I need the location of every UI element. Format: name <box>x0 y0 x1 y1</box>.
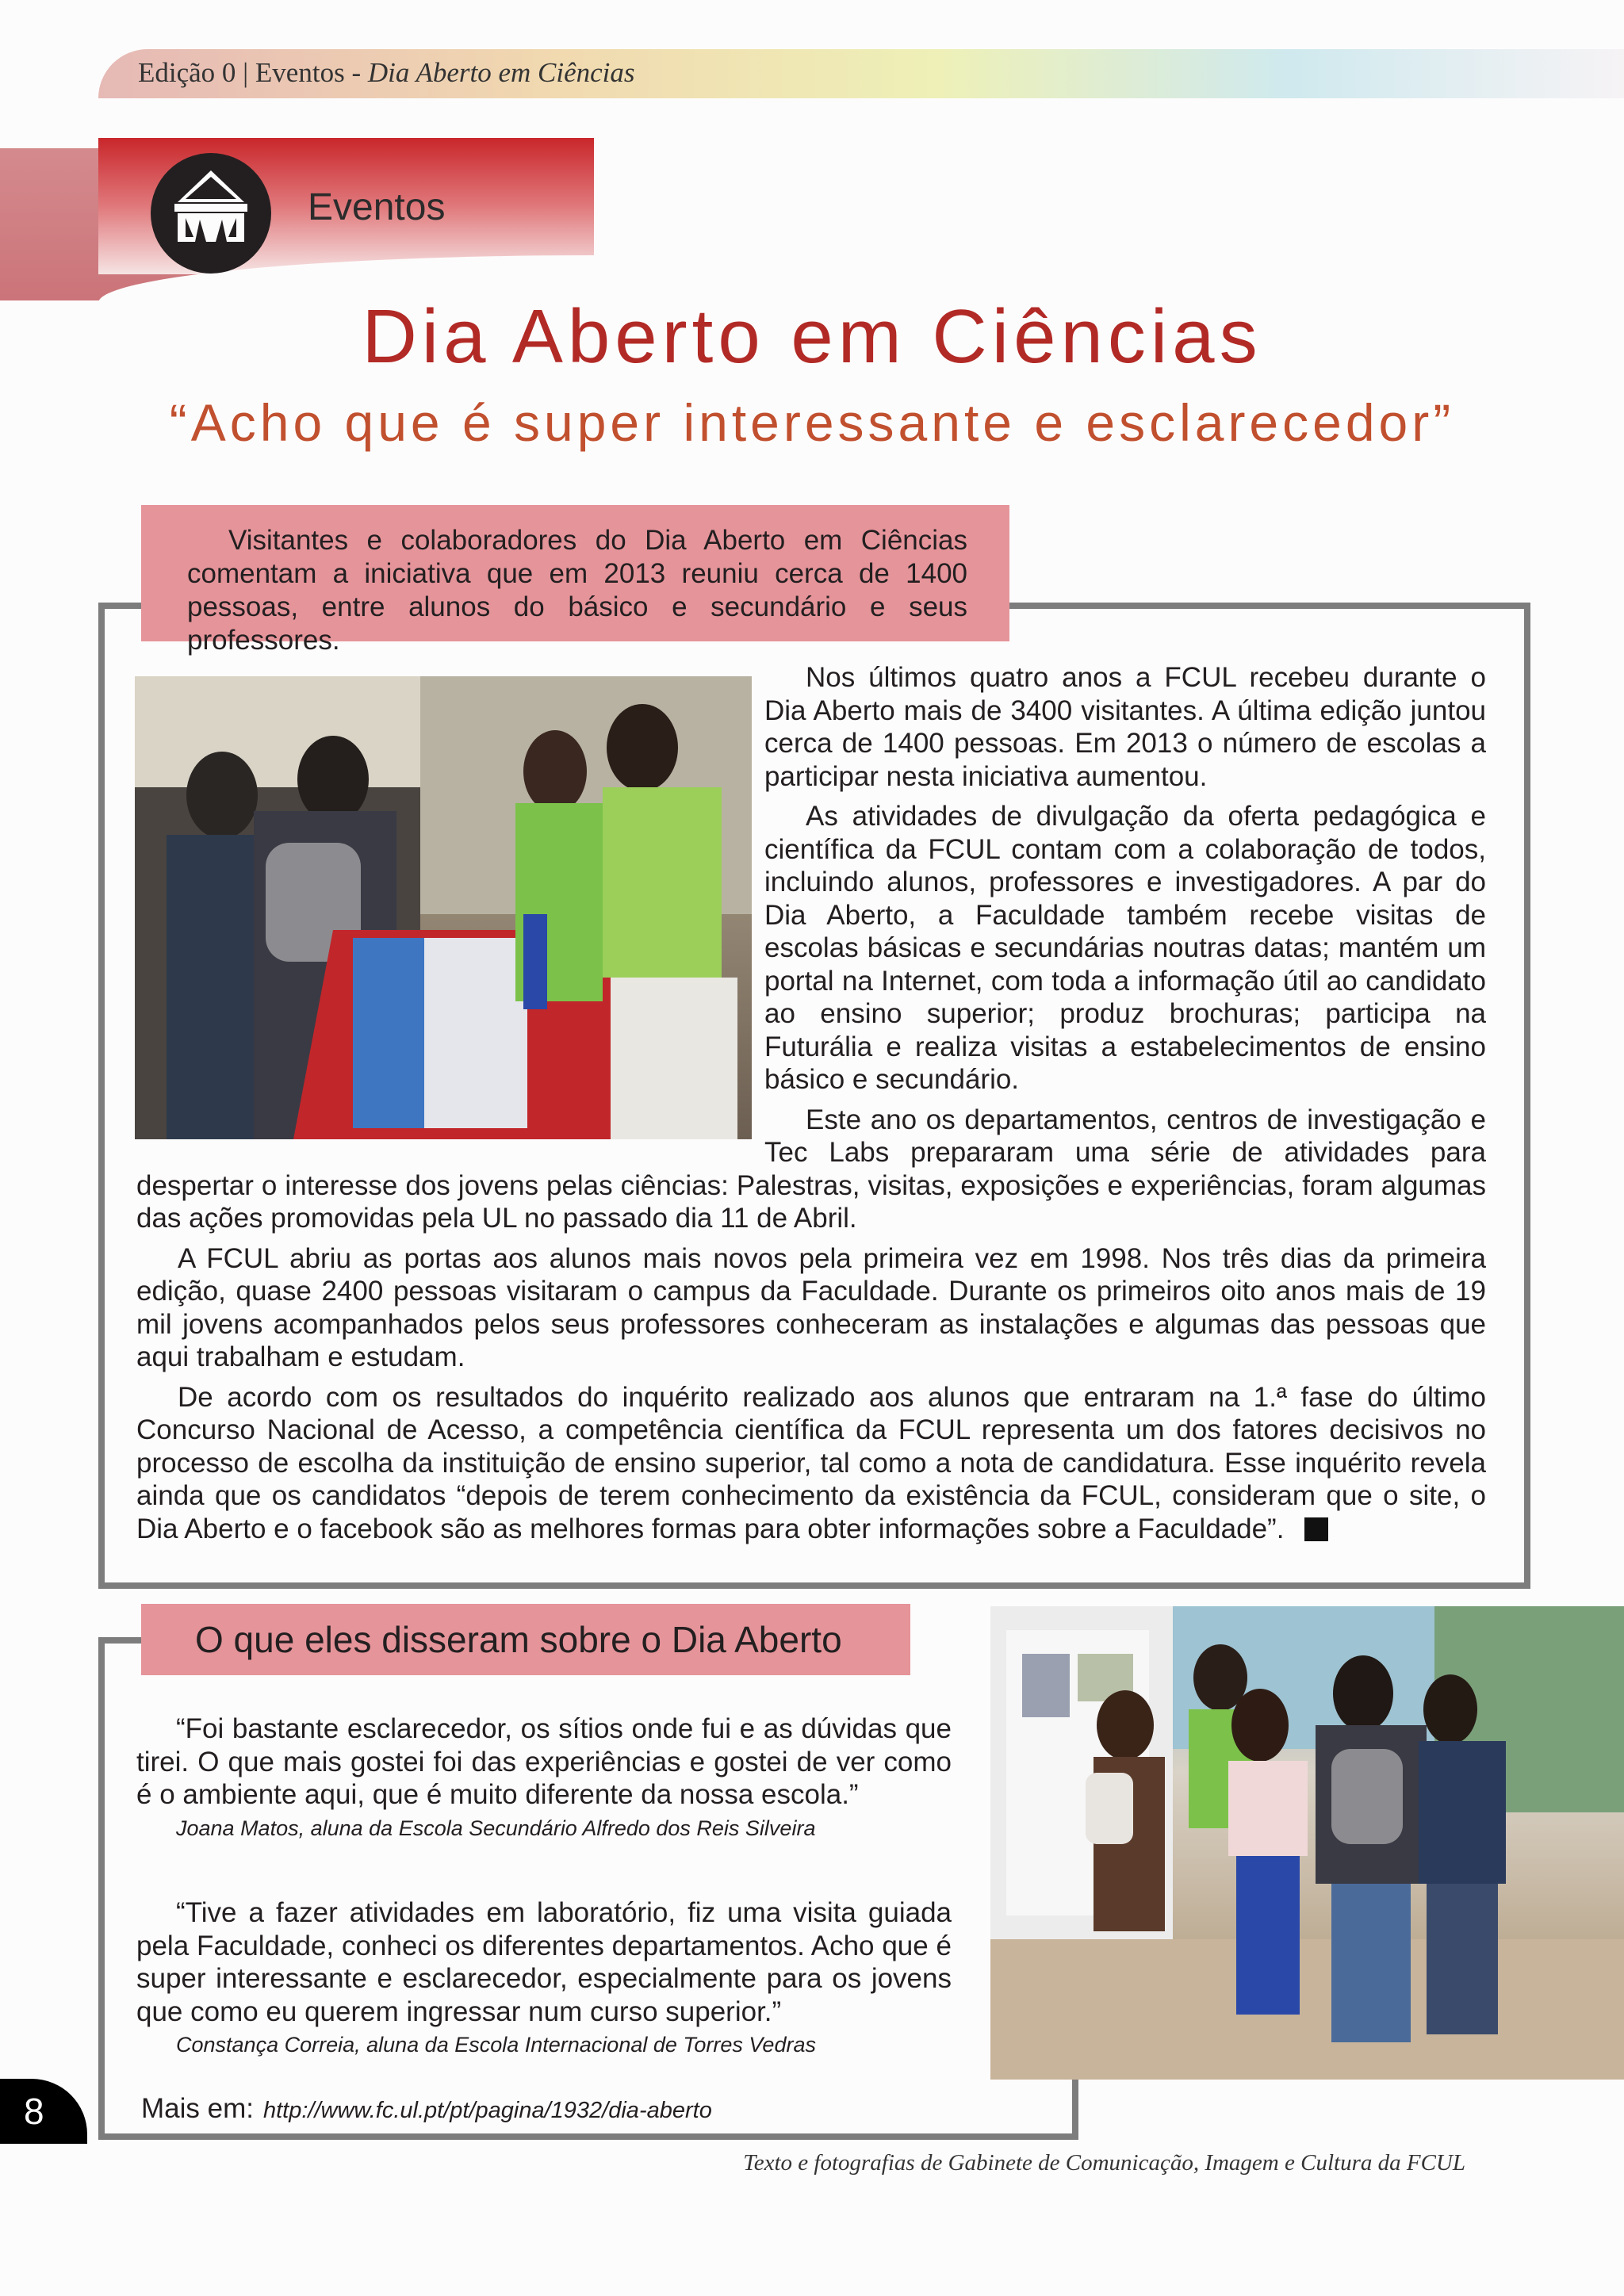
article-paragraph-last <box>136 1381 1486 1546</box>
article-paragraph: A FCUL abriu as portas aos alunos mais novos pela primeira vez em 1998. Nos três dias da primeira edição, quase 2400 pessoas visitaram o campus da Faculdade. Durante os primeiros oito anos mais de 19 mil jovens acompanhados pelos seus professores conheceram as instalações e algumas das pessoas que aqui trabalham e estudam. <box>136 1242 1486 1372</box>
quotes-title: O que eles disseram sobre o Dia Aberto <box>195 1619 842 1660</box>
more-info <box>141 2093 712 2125</box>
quote-block <box>136 1712 952 1842</box>
photo-spacer <box>136 661 764 1156</box>
page-number: 8 <box>24 2091 44 2132</box>
quote-author: Joana Matos, aluna da Escola Secundário Alfredo dos Reis Silveira <box>176 1816 816 1840</box>
photo-credit: Texto e fotografias de Gabinete de Comunicação, Imagem e Cultura da FCUL <box>743 2150 1465 2175</box>
article-paragraph: As atividades de divulgação da oferta pedagógica e científica da FCUL contam com a colaboração de todos, incluindo alunos, professores e investigadores. A par do Dia Aberto, a Faculdade também recebe visitas de escolas básicas e secundárias noutras datas; mantém um portal na Internet, com toda a informação útil ao candidato ao ensino superior; produz brochuras; participa na Futurália e realiza visitas a estabelecimentos de ensino básico e secundário. <box>764 801 1486 1095</box>
end-of-article-mark <box>1304 1517 1328 1541</box>
edition-title: Dia Aberto em Ciências <box>367 57 635 88</box>
article-body <box>136 661 1486 1552</box>
quotes-title-box <box>141 1604 910 1675</box>
quote-author: Constança Correia, aluna da Escola Internacional de Torres Vedras <box>176 2033 816 2057</box>
more-label: Mais em: <box>141 2093 254 2124</box>
article-paragraph: Este ano os departamentos, centros de investigação e Tec Labs prepararam uma série de atividades para despertar o interesse dos jovens pelas ciências: Palestras, visitas, exposições e experiências, foram algumas das ações promovidas pela UL no passado dia 11 de Abril. <box>136 1104 1486 1234</box>
header-band <box>98 49 1624 98</box>
edition-breadcrumb <box>138 57 635 89</box>
quotes-frame-top <box>98 1637 146 1644</box>
lead-box <box>141 505 1009 656</box>
article-paragraph-text: De acordo com os resultados do inquérito realizado aos alunos que entraram na 1.ª fase do último Concurso Nacional de Acesso, a competência científica da FCUL representa um dos fatores decisivos no processo de escolha da instituição de ensino superior, tal como a nota de candidatura. Esse inquérito revela ainda que os candidatos “depois de terem conhecimento da existência da FCUL, consideram que o site, o Dia Aberto e o facebook são as melhores formas para obter informações sobre a Faculdade”. <box>136 1381 1486 1544</box>
more-link[interactable]: http://www.fc.ul.pt/pt/pagina/1932/dia-aberto <box>262 2098 712 2123</box>
section-label: Eventos <box>308 186 446 228</box>
quote-text: “Foi bastante esclarecedor, os sítios onde fui e as dúvidas que tirei. O que mais gostei foi das experiências e gostei de ver como é o ambiente aqui, que é muito diferente da nossa escola.” <box>136 1713 952 1810</box>
tent-icon <box>151 153 271 274</box>
page-subtitle: “Acho que é super interessante e esclarecedor” <box>169 393 1455 452</box>
lead-text: Visitantes e colaboradores do Dia Aberto em Ciências comentam a iniciativa que em 2013 reuniu cerca de 1400 pessoas, entre alunos do básico e secundário e seus professores. <box>187 525 967 656</box>
article-paragraph: Nos últimos quatro anos a FCUL recebeu durante o Dia Aberto mais de 3400 visitantes. A última edição juntou cerca de 1400 pessoas. Em 2013 o número de escolas a participar nesta iniciativa aumentou. <box>764 662 1486 792</box>
edition-label: Edição 0 | Eventos - <box>138 57 368 88</box>
quote-text: “Tive a fazer atividades em laboratório, fiz uma visita guiada pela Faculdade, conheci os diferentes departamentos. Acho que é super interessante e esclarecedor, especialmente para os jovens que como eu querem ingressar num curso superior.” <box>136 1897 952 2027</box>
quote-block <box>136 1896 952 2058</box>
quotes-photo-students <box>990 1606 1624 2080</box>
page-number-tab <box>0 2079 87 2144</box>
page-title: Dia Aberto em Ciências <box>362 294 1262 379</box>
